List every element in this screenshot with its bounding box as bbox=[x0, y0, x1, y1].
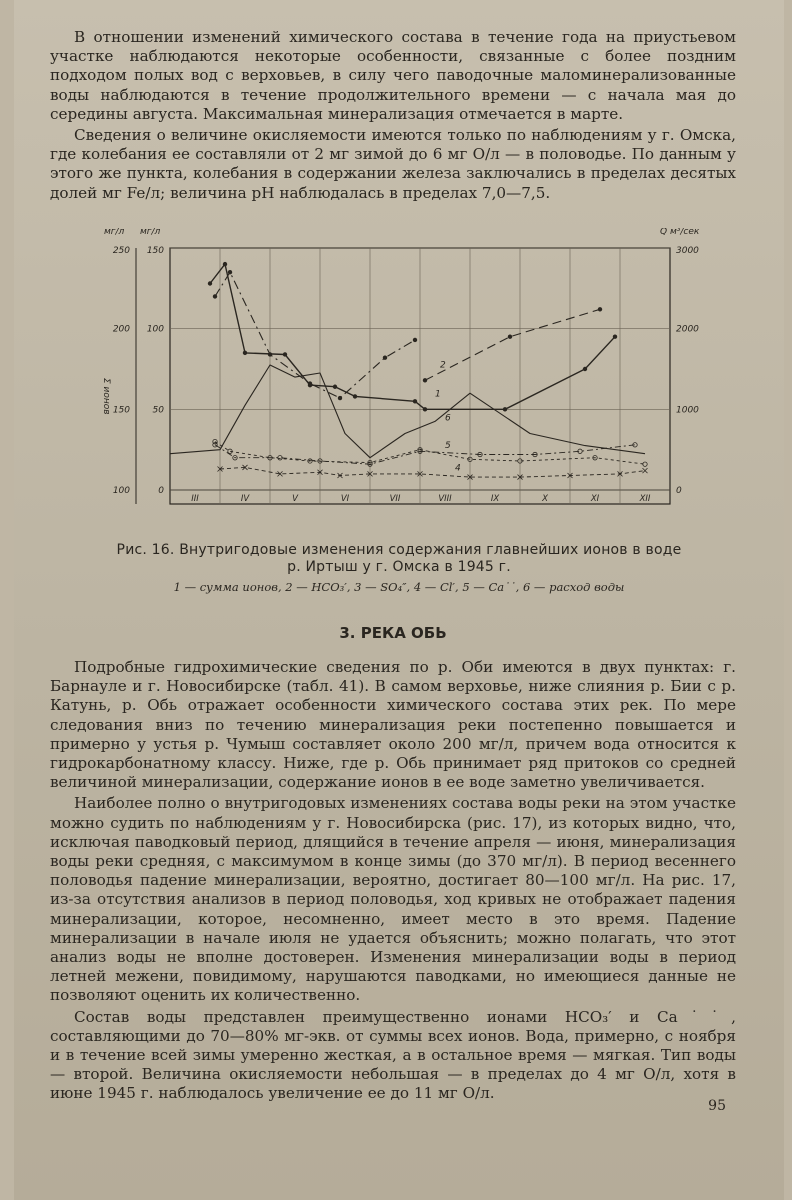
curve-label-1: 1 bbox=[435, 389, 441, 400]
right-axis-unit: Q м³/сек bbox=[660, 228, 700, 237]
month-tick-label: VI bbox=[340, 494, 350, 504]
inner-y-tick-label: 100 bbox=[146, 324, 164, 335]
data-point-1 bbox=[413, 399, 417, 403]
outer-y-tick-label: 200 bbox=[112, 324, 130, 335]
data-point-4 bbox=[643, 468, 648, 473]
data-point-2a bbox=[383, 356, 387, 360]
data-point-2a bbox=[228, 270, 232, 274]
tick-labels bbox=[113, 246, 699, 504]
right-y-tick-label: 2000 bbox=[676, 324, 699, 335]
month-tick-label: IX bbox=[490, 494, 500, 504]
outer-axis-unit: мг/л bbox=[104, 228, 125, 237]
month-tick-label: XI bbox=[590, 494, 600, 504]
inner-axis-unit: мг/л bbox=[140, 228, 161, 237]
month-tick-label: IV bbox=[240, 494, 250, 504]
figure-16-chart bbox=[98, 228, 738, 524]
inner-y-tick-label: 50 bbox=[152, 405, 164, 416]
outer-y-tick-label: 150 bbox=[112, 405, 130, 416]
data-point-1 bbox=[243, 351, 247, 355]
data-point-1 bbox=[208, 281, 212, 285]
data-point-2a bbox=[413, 338, 417, 342]
curve-label-5: 5 bbox=[445, 441, 451, 452]
gridlines bbox=[170, 248, 670, 504]
paragraph: Сведения о величине окисляемости имеются только по наблюдениям у г. Омска, где колебания ее составляли от 2 мг зимой до 6 мг O/л — в половодье. По данным у этого же пункта, колебания в содержании железа заключались в пределах десятых долей мг Fe/л; величина pH наблюдалась в пределах 7,0—7,5. bbox=[50, 126, 736, 202]
month-tick-label: VII bbox=[389, 494, 401, 504]
data-point-1 bbox=[613, 335, 617, 339]
month-tick-label: V bbox=[292, 494, 298, 504]
data-point-1 bbox=[423, 407, 427, 411]
series-line-5 bbox=[215, 445, 635, 464]
right-y-tick-label: 0 bbox=[676, 486, 682, 496]
right-y-tick-label: 3000 bbox=[676, 246, 699, 256]
data-point-2a bbox=[338, 396, 342, 400]
book-page bbox=[14, 0, 784, 1200]
data-point-1 bbox=[503, 407, 507, 411]
figure-caption bbox=[74, 542, 724, 576]
month-tick-label: VIII bbox=[438, 494, 452, 504]
data-point-2a bbox=[213, 294, 217, 298]
body-text-block bbox=[50, 658, 736, 1104]
paragraph: Подробные гидрохимические сведения по р. Оби имеются в двух пунктах: г. Барнауле и г. Новосибирске (табл. 41). В самом верховье, ниже слияния р. Бии с р. Катунь, р. Обь отражает особенности химического состава этих рек. По мере следования вниз по течению минерализация реки постепенно повышается и примерно у устья р. Чумыш составляет около 200 мг/л, причем вода относится к гидрокарбонатному классу. Ниже, где р. Обь принимает ряд притоков со средней величиной минерализации, содержание ионов в ее воде заметно увеличивается. bbox=[50, 658, 736, 792]
month-tick-label: III bbox=[191, 494, 199, 504]
data-point-2 bbox=[423, 378, 427, 382]
paragraph: Состав воды представлен преимущественно ионами HCO₃′ и Ca˙˙, составляющими до 70—80% мг-экв. от суммы всех ионов. Вода, примерно, с ноября и в течение всей зимы умеренно жесткая, а в остальное время — мягкая. Тип воды — второй. Величина окисляемости небольшая — в пределах до 4 мг O/л, хотя в июне 1945 г. наблюдалось увеличение ее до 11 мг O/л. bbox=[50, 1007, 736, 1103]
inner-y-tick-label: 0 bbox=[158, 486, 164, 496]
data-point-2a bbox=[268, 352, 272, 356]
data-point-1 bbox=[583, 367, 587, 371]
data-point-1 bbox=[353, 394, 357, 398]
data-point-1 bbox=[223, 262, 227, 266]
series-line-4 bbox=[220, 467, 645, 477]
curve-label-4: 4 bbox=[455, 463, 461, 474]
paragraph: Наиболее полно о внутригодовых изменениях состава воды реки на этом участке можно судить по наблюдениям у г. Новосибирска (рис. 17), из которых видно, что, исключая паводковый период, длящийся в течение апреля — июня, минерализация воды реки средняя, с максимумом в конце зимы (до 370 мг/л). В период весеннего половодья падение минерализации, вероятно, достигает 80—100 мг/л. На рис. 17, из-за отсутствия анализов в период половодья, ход кривых не отображает падения минерализации, которое, несомненно, имеет место в это время. Падение минерализации в начале июля не удается объяснить; можно полагать, что этот анализ воды не вполне достоверен. Изменения минерализации воды в период летней межени, повидимому, нарушаются паводками, но имеющиеся данные не позволяют оценить их количественно. bbox=[50, 794, 736, 1005]
data-point-1 bbox=[283, 352, 287, 356]
data-point-1 bbox=[333, 385, 337, 389]
top-text-block bbox=[50, 28, 736, 203]
series-line-6 bbox=[170, 365, 645, 458]
outer-y-tick-label: 250 bbox=[112, 246, 130, 256]
caption-line-2: р. Иртыш у г. Омска в 1945 г. bbox=[287, 559, 511, 575]
rotated-ylabel: Σ ионов bbox=[101, 378, 111, 415]
month-tick-label: XII bbox=[639, 494, 651, 504]
caption-line-1: Рис. 16. Внутригодовые изменения содержания главнейших ионов в воде bbox=[116, 542, 682, 558]
curve-label-6: 6 bbox=[445, 413, 451, 424]
series-layer bbox=[170, 262, 648, 480]
figure-legend: 1 — сумма ионов, 2 — HCO₃′, 3 — SO₄″, 4 — Cl′, 5 — Ca˙˙, 6 — расход воды bbox=[173, 580, 625, 594]
month-tick-label: X bbox=[542, 494, 548, 504]
data-point-3 bbox=[643, 462, 647, 466]
paragraph: В отношении изменений химического состава в течение года на приустьевом участке наблюдаются некоторые особенности, связанные с более поздним подходом полых вод с верховьев, в силу чего паводочные маломинерализованные воды наблюдаются в течение продолжительного времени — с начала мая до середины августа. Максимальная минерализация отмечается в марте. bbox=[50, 28, 736, 123]
section-title: 3. РЕКА ОБЬ bbox=[339, 624, 447, 642]
data-point-2 bbox=[598, 307, 602, 311]
right-y-tick-label: 1000 bbox=[676, 405, 699, 416]
chart-svg bbox=[98, 228, 738, 524]
series-line-1 bbox=[210, 264, 615, 409]
data-point-2a bbox=[308, 381, 312, 385]
inner-y-tick-label: 150 bbox=[146, 246, 164, 256]
data-point-2 bbox=[508, 335, 512, 339]
series-line-2a bbox=[215, 272, 415, 398]
page-number: 95 bbox=[708, 1098, 726, 1114]
outer-y-tick-label: 100 bbox=[112, 486, 130, 496]
curve-label-2: 2 bbox=[440, 360, 446, 371]
series-line-2 bbox=[425, 309, 600, 380]
